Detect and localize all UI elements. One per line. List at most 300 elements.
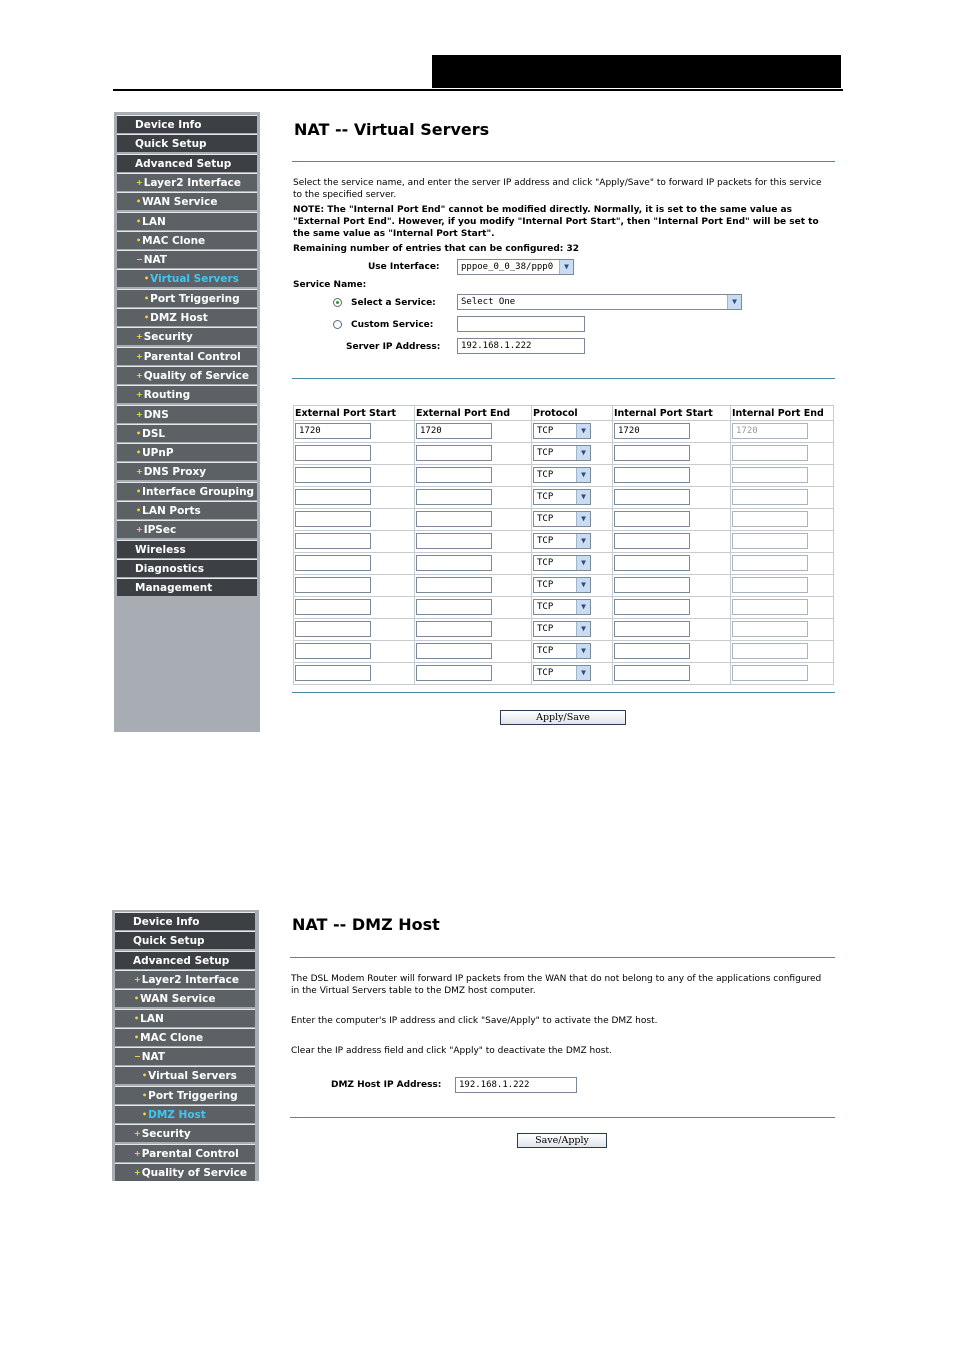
int-start-input[interactable]: [614, 467, 690, 483]
sidebar-item-label: Device Info: [135, 119, 202, 131]
table-cell: [532, 509, 613, 531]
bullet-icon: •: [142, 1110, 148, 1119]
sidebar-item-interface-grouping[interactable]: [117, 482, 257, 500]
sidebar-item-port-triggering[interactable]: [117, 289, 257, 307]
bullet-icon: •: [144, 274, 150, 284]
sidebar-item-parental-control[interactable]: [115, 1144, 255, 1162]
table-cell: [613, 641, 731, 663]
table-cell: [731, 619, 834, 641]
table-cell: [415, 641, 532, 663]
table-cell: [415, 619, 532, 641]
sidebar-item-dns[interactable]: [117, 405, 257, 423]
ext-start-input[interactable]: [295, 467, 371, 483]
table-cell: [731, 575, 834, 597]
custom-service-label: Custom Service:: [351, 320, 434, 330]
table-cell: [731, 641, 834, 663]
table-cell: [415, 531, 532, 553]
table-cell: [613, 531, 731, 553]
table-cell: [613, 487, 731, 509]
sidebar-item-management[interactable]: [117, 578, 257, 596]
table-cell: [294, 575, 415, 597]
table-cell: [731, 663, 834, 685]
int-start-input[interactable]: [614, 621, 690, 637]
ext-start-input[interactable]: [295, 599, 371, 615]
sidebar-item-label: Quality of Service: [141, 1166, 247, 1179]
col-external-port-end: External Port End: [415, 406, 532, 421]
page-title: NAT -- Virtual Servers: [294, 120, 490, 139]
remaining-entries: Remaining number of entries that can be configured: 32: [293, 244, 580, 254]
sidebar-item-lan[interactable]: [115, 1009, 255, 1027]
divider: [292, 161, 835, 162]
table-cell: [532, 597, 613, 619]
sidebar-item-label: NAT: [143, 254, 167, 267]
ext-end-input[interactable]: [416, 621, 492, 637]
main-panel: [260, 112, 841, 732]
sidebar-item-label: LAN Ports: [142, 505, 201, 517]
chevron-down-icon: ▼: [576, 556, 590, 570]
sidebar-item-advanced-setup[interactable]: [115, 951, 255, 969]
table-cell: [294, 509, 415, 531]
protocol-value: TCP: [537, 668, 554, 678]
sidebar: [112, 910, 259, 1181]
table-cell: [613, 465, 731, 487]
chevron-down-icon: ▼: [576, 600, 590, 614]
ext-start-input[interactable]: [295, 577, 371, 593]
sidebar-item-label: DMZ Host: [150, 312, 208, 324]
sidebar-item-advanced-setup[interactable]: [117, 154, 257, 172]
screenshot-dmz-host: [112, 910, 841, 1181]
document-header-rule: [113, 89, 843, 91]
chevron-down-icon: ▼: [576, 424, 590, 438]
int-end-input: [732, 555, 808, 571]
sidebar-item-quality-of-service[interactable]: [115, 1163, 255, 1181]
chevron-down-icon: ▼: [576, 446, 590, 460]
table-cell: [731, 553, 834, 575]
table-cell: [415, 597, 532, 619]
use-interface-select[interactable]: [457, 259, 574, 275]
int-end-input: [732, 533, 808, 549]
table-cell: [294, 553, 415, 575]
sidebar-item-label: IPSec: [143, 524, 177, 537]
sidebar-item-label: Parental Control: [141, 1147, 239, 1160]
ext-end-input[interactable]: [416, 555, 492, 571]
description-text: The DSL Modem Router will forward IP packets from the WAN that do not belong to any of the applications configured in the Virtual Servers table to the DMZ host computer.: [291, 974, 822, 996]
sidebar-item-label: Interface Grouping: [142, 485, 255, 498]
int-start-input[interactable]: [614, 555, 690, 571]
sidebar-item-label: DNS: [143, 408, 169, 421]
bullet-icon: +: [136, 390, 143, 400]
col-internal-port-start: Internal Port Start: [613, 406, 731, 421]
protocol-select[interactable]: [533, 423, 591, 439]
sidebar-item-ipsec[interactable]: [117, 520, 257, 538]
table-cell: [613, 619, 731, 641]
sidebar-item-security[interactable]: [115, 1124, 255, 1142]
table-cell: [415, 509, 532, 531]
int-end-input: [732, 665, 808, 681]
protocol-value: TCP: [537, 470, 554, 480]
bullet-icon: +: [134, 1167, 141, 1177]
int-start-input[interactable]: [614, 643, 690, 659]
sidebar-item-label: Advanced Setup: [133, 954, 230, 967]
table-cell: [613, 421, 731, 443]
bullet-icon: −: [136, 255, 143, 265]
sidebar-item-mac-clone[interactable]: [115, 1028, 255, 1046]
use-interface-label: Use Interface:: [368, 262, 440, 272]
sidebar-item-label: Security: [143, 331, 193, 344]
int-end-input: [732, 577, 808, 593]
bullet-icon: •: [134, 994, 140, 1004]
bullet-icon: •: [144, 293, 150, 303]
bullet-icon: +: [136, 409, 143, 419]
sidebar-item-upnp[interactable]: [117, 443, 257, 461]
int-end-input: [732, 621, 808, 637]
table-cell: [415, 553, 532, 575]
chevron-down-icon: ▼: [576, 666, 590, 680]
table-cell: [415, 663, 532, 685]
ext-start-input[interactable]: [295, 511, 371, 527]
sidebar-item-label: Quality of Service: [143, 369, 249, 382]
chevron-down-icon: ▼: [576, 512, 590, 526]
table-cell: [613, 509, 731, 531]
int-end-input: [732, 467, 808, 483]
protocol-value: TCP: [537, 646, 554, 656]
table-row: [294, 553, 834, 575]
sidebar-item-mac-clone[interactable]: [117, 231, 257, 249]
sidebar-item-nat[interactable]: [117, 250, 257, 268]
bullet-icon: −: [134, 1052, 141, 1062]
sidebar-item-label: DSL: [142, 427, 166, 440]
protocol-value: TCP: [537, 492, 554, 502]
select-service-label: Select a Service:: [351, 298, 436, 308]
bullet-icon: •: [144, 313, 150, 322]
table-cell: [613, 663, 731, 685]
sidebar-item-label: Diagnostics: [135, 562, 204, 575]
int-end-input: [732, 511, 808, 527]
protocol-select[interactable]: [533, 643, 591, 659]
sidebar-item-wireless[interactable]: [117, 540, 257, 558]
table-row: [294, 421, 834, 443]
sidebar-item-parental-control[interactable]: [117, 347, 257, 365]
protocol-select[interactable]: [533, 467, 591, 483]
sidebar-item-label: Routing: [143, 389, 191, 402]
sidebar-item-lan[interactable]: [117, 212, 257, 230]
bullet-icon: +: [134, 1129, 141, 1139]
int-start-input[interactable]: [614, 511, 690, 527]
ext-start-input[interactable]: 1720: [295, 423, 371, 439]
sidebar-item-label: Advanced Setup: [135, 157, 232, 170]
int-start-input[interactable]: 1720: [614, 423, 690, 439]
int-end-input: 1720: [732, 423, 808, 439]
sidebar-item-wan-service[interactable]: [115, 989, 255, 1007]
sidebar-item-label: Wireless: [135, 543, 186, 556]
bullet-icon: +: [136, 177, 143, 187]
protocol-select[interactable]: [533, 621, 591, 637]
table-cell: [415, 487, 532, 509]
apply-save-button[interactable]: Apply/Save: [500, 710, 626, 725]
table-row: [294, 641, 834, 663]
sidebar-item-diagnostics[interactable]: [117, 559, 257, 577]
chevron-down-icon: ▼: [727, 295, 741, 309]
sidebar-item-label: Quick Setup: [133, 935, 205, 948]
table-row: [294, 443, 834, 465]
bullet-icon: •: [136, 448, 142, 458]
table-cell: [294, 619, 415, 641]
sidebar-item-virtual-servers[interactable]: [117, 269, 257, 287]
table-cell: [532, 443, 613, 465]
table-cell: [532, 641, 613, 663]
table-cell: [532, 465, 613, 487]
table-cell: [415, 443, 532, 465]
ext-end-input[interactable]: [416, 599, 492, 615]
sidebar-item-label: UPnP: [142, 447, 174, 460]
divider: [292, 378, 835, 379]
sidebar-item-label: Virtual Servers: [150, 273, 239, 286]
page-title: NAT -- DMZ Host: [292, 915, 440, 934]
protocol-value: TCP: [537, 580, 554, 590]
protocol-value: TCP: [537, 602, 554, 612]
protocol-select[interactable]: [533, 533, 591, 549]
protocol-select[interactable]: [533, 665, 591, 681]
bullet-icon: +: [136, 525, 143, 535]
sidebar-item-label: Parental Control: [143, 350, 241, 363]
sidebar-item-label: MAC Clone: [142, 234, 206, 247]
ext-end-input[interactable]: [416, 665, 492, 681]
table-row: [294, 663, 834, 685]
table-cell: [731, 421, 834, 443]
table-cell: [731, 465, 834, 487]
bullet-icon: •: [136, 486, 142, 496]
bullet-icon: •: [134, 1013, 140, 1023]
ext-end-input[interactable]: [416, 577, 492, 593]
bullet-icon: •: [136, 235, 142, 245]
sidebar-item-wan-service[interactable]: [117, 192, 257, 210]
table-cell: [532, 487, 613, 509]
table-cell: [415, 575, 532, 597]
sidebar-item-layer2-interface[interactable]: [117, 173, 257, 191]
sidebar-item-quick-setup[interactable]: [117, 134, 257, 152]
table-cell: [415, 465, 532, 487]
table-cell: [731, 597, 834, 619]
divider: [290, 1117, 835, 1118]
sidebar-item-lan-ports[interactable]: [117, 501, 257, 519]
table-row: [294, 487, 834, 509]
table-cell: [731, 509, 834, 531]
save-apply-button[interactable]: Save/Apply: [517, 1133, 607, 1148]
sidebar-item-dmz-host[interactable]: [115, 1105, 255, 1123]
sidebar-item-device-info[interactable]: [117, 115, 257, 133]
intro-text: Select the service name, and enter the server IP address and click "Apply/Save" to forward IP packets for this service to the specified server.: [293, 178, 822, 200]
sidebar-item-label: Layer2 Interface: [141, 973, 239, 986]
col-protocol: Protocol: [532, 406, 613, 421]
table-cell: [294, 641, 415, 663]
sidebar-item-nat[interactable]: [115, 1047, 255, 1065]
int-start-input[interactable]: [614, 665, 690, 681]
table-cell: [731, 443, 834, 465]
ext-start-input[interactable]: [295, 445, 371, 461]
sidebar-item-label: NAT: [141, 1051, 165, 1064]
protocol-select[interactable]: [533, 577, 591, 593]
dmz-ip-input[interactable]: 192.168.1.222: [455, 1077, 577, 1093]
table-cell: [532, 575, 613, 597]
port-mapping-table: [293, 405, 834, 685]
int-end-input: [732, 489, 808, 505]
dmz-ip-label: DMZ Host IP Address:: [331, 1080, 442, 1090]
ext-end-input[interactable]: [416, 489, 492, 505]
custom-service-input[interactable]: [457, 316, 585, 332]
sidebar-item-label: DMZ Host: [148, 1109, 206, 1121]
table-cell: [294, 663, 415, 685]
protocol-select[interactable]: [533, 555, 591, 571]
chevron-down-icon: ▼: [559, 260, 573, 274]
ext-start-input[interactable]: [295, 643, 371, 659]
sidebar-item-label: Layer2 Interface: [143, 176, 241, 189]
sidebar-item-label: Security: [141, 1128, 191, 1141]
protocol-select[interactable]: [533, 599, 591, 615]
sidebar-item-label: LAN: [140, 1012, 164, 1025]
chevron-down-icon: ▼: [576, 534, 590, 548]
col-external-port-start: External Port Start: [294, 406, 415, 421]
ext-start-input[interactable]: [295, 665, 371, 681]
sidebar-item-security[interactable]: [117, 327, 257, 345]
ext-start-input[interactable]: [295, 533, 371, 549]
table-cell: [532, 421, 613, 443]
table-cell: [731, 531, 834, 553]
bullet-icon: •: [136, 506, 142, 515]
ext-end-input[interactable]: [416, 643, 492, 659]
table-cell: [294, 597, 415, 619]
sidebar-item-dns-proxy[interactable]: [117, 462, 257, 480]
table-cell: [731, 487, 834, 509]
int-end-input: [732, 599, 808, 615]
table-cell: [613, 575, 731, 597]
sidebar-item-label: Quick Setup: [135, 138, 207, 151]
bullet-icon: •: [134, 1032, 140, 1042]
ext-end-input[interactable]: 1720: [416, 423, 492, 439]
bullet-icon: +: [136, 370, 143, 380]
table-cell: [294, 487, 415, 509]
table-cell: [294, 465, 415, 487]
protocol-value: TCP: [537, 426, 554, 436]
bullet-icon: +: [134, 974, 141, 984]
table-cell: [613, 553, 731, 575]
protocol-value: TCP: [537, 624, 554, 634]
sidebar-item-quick-setup[interactable]: [115, 931, 255, 949]
sidebar-item-layer2-interface[interactable]: [115, 970, 255, 988]
server-ip-label: Server IP Address:: [346, 342, 441, 352]
table-cell: [532, 619, 613, 641]
table-row: [294, 465, 834, 487]
sidebar-item-port-triggering[interactable]: [115, 1086, 255, 1104]
deactivate-instruction: Clear the IP address field and click "Apply" to deactivate the DMZ host.: [291, 1046, 612, 1056]
bullet-icon: •: [142, 1071, 148, 1081]
bullet-icon: +: [136, 467, 143, 477]
custom-service-radio[interactable]: [333, 320, 342, 329]
sidebar-item-label: Device Info: [133, 916, 200, 928]
divider: [290, 957, 835, 958]
table-cell: [532, 553, 613, 575]
ext-end-input[interactable]: [416, 445, 492, 461]
int-start-input[interactable]: [614, 533, 690, 549]
table-cell: [294, 531, 415, 553]
int-end-input: [732, 643, 808, 659]
bullet-icon: •: [136, 216, 142, 226]
sidebar-item-label: Virtual Servers: [148, 1070, 237, 1083]
chevron-down-icon: ▼: [576, 644, 590, 658]
sidebar-item-routing[interactable]: [117, 385, 257, 403]
ext-end-input[interactable]: [416, 533, 492, 549]
table-row: [294, 509, 834, 531]
sidebar-item-device-info[interactable]: [115, 912, 255, 930]
sidebar-item-label: Management: [135, 582, 213, 595]
chevron-down-icon: ▼: [576, 468, 590, 482]
int-start-input[interactable]: [614, 599, 690, 615]
select-service-radio[interactable]: [333, 298, 342, 307]
document-header-bar: [432, 55, 841, 88]
int-start-input[interactable]: [614, 489, 690, 505]
table-cell: [532, 663, 613, 685]
select-service-value: Select One: [461, 297, 516, 307]
sidebar-item-label: WAN Service: [142, 196, 218, 209]
ext-start-input[interactable]: [295, 621, 371, 637]
activate-instruction: Enter the computer's IP address and click "Save/Apply" to activate the DMZ host.: [291, 1016, 658, 1026]
sidebar-item-virtual-servers[interactable]: [115, 1066, 255, 1084]
ext-end-input[interactable]: [416, 511, 492, 527]
sidebar-item-label: Port Triggering: [148, 1089, 238, 1102]
table-cell: [613, 597, 731, 619]
protocol-value: TCP: [537, 514, 554, 524]
server-ip-input[interactable]: 192.168.1.222: [457, 338, 585, 354]
chevron-down-icon: ▼: [576, 578, 590, 592]
protocol-value: TCP: [537, 536, 554, 546]
ext-start-input[interactable]: [295, 489, 371, 505]
bullet-icon: +: [134, 1148, 141, 1158]
protocol-select[interactable]: [533, 445, 591, 461]
int-start-input[interactable]: [614, 577, 690, 593]
table-cell: [532, 531, 613, 553]
table-row: [294, 575, 834, 597]
bullet-icon: •: [142, 1090, 148, 1100]
main-panel: [259, 910, 841, 1181]
bullet-icon: +: [136, 332, 143, 342]
bullet-icon: •: [136, 197, 142, 207]
table-cell: [415, 421, 532, 443]
table-cell: [294, 443, 415, 465]
sidebar-item-quality-of-service[interactable]: [117, 366, 257, 384]
bullet-icon: +: [136, 351, 143, 361]
chevron-down-icon: ▼: [576, 490, 590, 504]
col-internal-port-end: Internal Port End: [731, 406, 834, 421]
table-row: [294, 619, 834, 641]
protocol-value: TCP: [537, 558, 554, 568]
protocol-select[interactable]: [533, 489, 591, 505]
use-interface-value: pppoe_0_0_38/ppp0: [461, 262, 554, 272]
int-start-input[interactable]: [614, 445, 690, 461]
protocol-select[interactable]: [533, 511, 591, 527]
screenshot-virtual-servers: [114, 112, 841, 732]
sidebar-item-dmz-host[interactable]: [117, 308, 257, 326]
ext-end-input[interactable]: [416, 467, 492, 483]
sidebar-item-label: MAC Clone: [140, 1031, 204, 1044]
sidebar-item-label: DNS Proxy: [143, 466, 207, 479]
table-cell: [294, 421, 415, 443]
sidebar: [114, 112, 260, 732]
select-service-dropdown[interactable]: [457, 294, 742, 310]
ext-start-input[interactable]: [295, 555, 371, 571]
int-end-input: [732, 445, 808, 461]
sidebar-item-dsl[interactable]: [117, 424, 257, 442]
service-name-label: Service Name:: [293, 280, 367, 290]
sidebar-item-label: Port Triggering: [150, 292, 240, 305]
